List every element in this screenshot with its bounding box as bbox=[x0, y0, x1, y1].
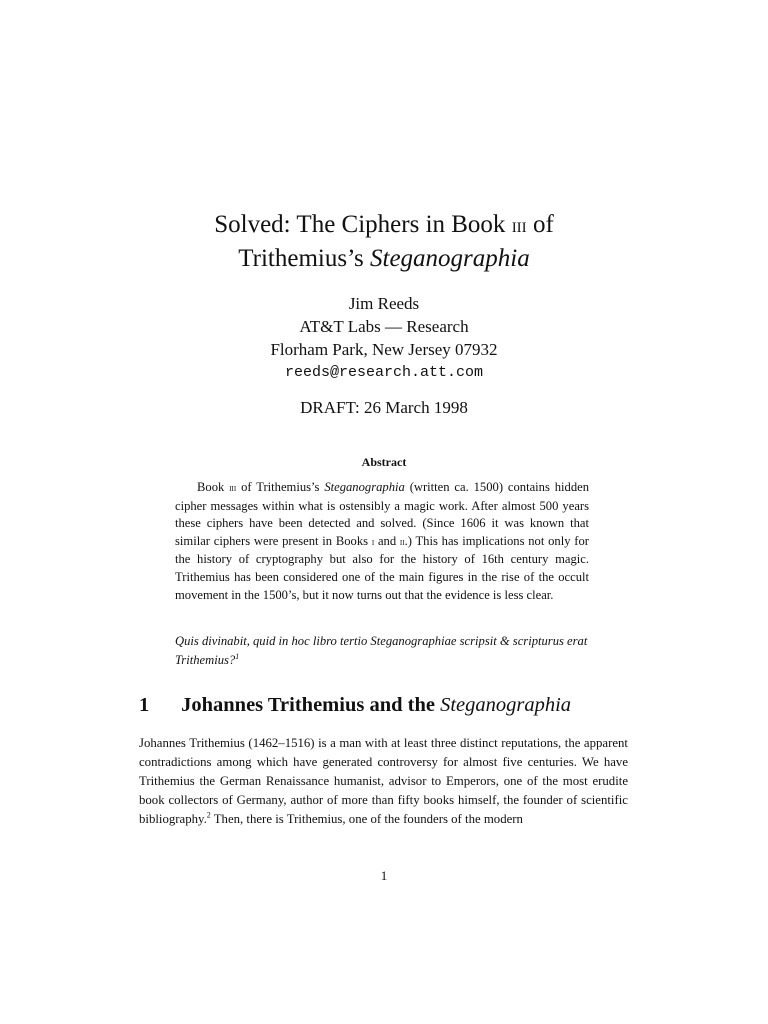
author-affiliation: AT&T Labs — Research bbox=[299, 317, 469, 336]
abstract-part: .) This has implications not only for the history of cryptography but also for the history of 16th century magic. Trithemius has been considered one of the main figures in the rise of the occult movement in the 1500’s, but it now turns out that the evidence is less clear. bbox=[175, 533, 589, 602]
author-email[interactable]: reeds@research.att.com bbox=[284, 364, 484, 381]
author-location: Florham Park, New Jersey 07932 bbox=[270, 340, 498, 359]
page-number: 1 bbox=[380, 868, 388, 883]
title-line1-prefix: Solved: The Ciphers in Book bbox=[214, 211, 506, 238]
abstract-book-1: i bbox=[371, 536, 375, 548]
abstract-part: and bbox=[377, 533, 397, 548]
footnote-marker-2[interactable]: 2 bbox=[206, 810, 211, 820]
abstract-part: Book bbox=[197, 480, 225, 494]
section-title-prefix: Johannes Trithemius and the bbox=[181, 694, 435, 716]
draft-date: DRAFT: 26 March 1998 bbox=[300, 398, 468, 417]
body-paragraph bbox=[139, 734, 628, 829]
title-line-2 bbox=[0, 242, 768, 276]
author-name: Jim Reeds bbox=[348, 294, 420, 313]
title-line2-prefix: Trithemius’s bbox=[238, 245, 364, 272]
author-block bbox=[0, 292, 768, 419]
body-text-continued: Then, there is Trithemius, one of the founders of the modern bbox=[213, 812, 523, 826]
footnote-marker-1[interactable]: 1 bbox=[235, 651, 240, 661]
quote-text: Quis divinabit, quid in hoc libro tertio Steganographiae scripsit & scripturus erat Trithemius? bbox=[175, 634, 588, 667]
latin-quote bbox=[175, 632, 589, 670]
abstract-heading: Abstract bbox=[361, 455, 407, 469]
title-line-1 bbox=[0, 208, 768, 242]
section-heading bbox=[139, 694, 639, 717]
abstract-book-3: iii bbox=[229, 483, 237, 494]
abstract-book-2: ii bbox=[399, 536, 405, 548]
title-line1-suffix: of bbox=[532, 211, 554, 238]
body-text: Johannes Trithemius (1462–1516) is a man with at least three distinct reputations, the apparent contradictions among which have generated controversy for almost five centuries. We have Trithemius the German Renaissance humanist, advisor to Emperors, one of the most erudite book collectors of Germany, author of more than fifty books himself, the founder of scientific bibliography. bbox=[139, 736, 628, 826]
section-title-italic: Steganographia bbox=[440, 694, 572, 716]
abstract-part: (written ca. 1500) contains hidden cipher messages within what is ostensibly a magic work. After almost 500 years these ciphers have been detected and solved. (Since 1606 it was known that similar ciphers were present in Books bbox=[175, 480, 590, 548]
abstract-text bbox=[175, 479, 589, 604]
abstract-work-title: Steganographia bbox=[324, 480, 405, 494]
abstract-part: of Trithemius’s bbox=[241, 480, 320, 494]
title-book-number: iii bbox=[511, 212, 527, 237]
paper-title bbox=[0, 208, 768, 276]
title-work-name: Steganographia bbox=[370, 245, 530, 272]
section-number: 1 bbox=[139, 694, 150, 716]
